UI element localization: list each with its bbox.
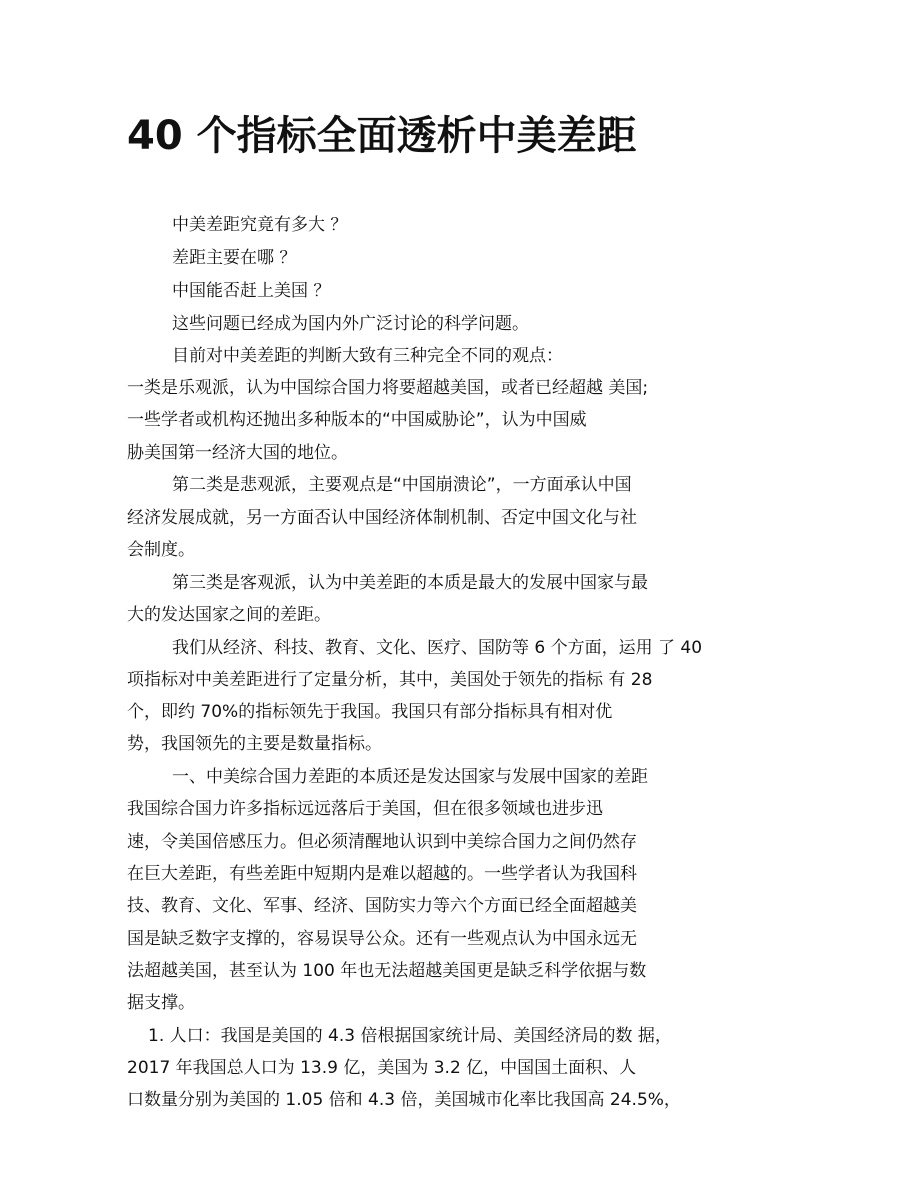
text-line: 第二类是悲观派，主要观点是“中国崩溃论”，一方面承认中国 (172, 475, 632, 495)
text-line: 大的发达国家之间的差距。 (127, 605, 331, 625)
text-line: 技、教育、文化、军事、经济、国防实力等六个方面已经全面超越美 (127, 896, 637, 916)
document-title: 40 个指标全面透析中美差距 (127, 113, 637, 159)
text-line: 个，即约 70%的指标领先于我国。我国只有部分指标具有相对优 (127, 702, 613, 722)
text-line: 一、中美综合国力差距的本质还是发达国家与发展中国家的差距 (172, 767, 648, 787)
text-line: 经济发展成就，另一方面否认中国经济体制机制、否定中国文化与社 (127, 508, 637, 528)
text-line: 势，我国领先的主要是数量指标。 (127, 734, 382, 754)
text-line: 口数量分别为美国的 1.05 倍和 4.3 倍，美国城市化率比我国高 24.5%， (127, 1090, 681, 1110)
text-line: 项指标对中美差距进行了定量分析，其中，美国处于领先的指标 有 28 (127, 670, 653, 690)
text-line: 国是缺乏数字支撑的，容易误导公众。还有一些观点认为中国永远无 (127, 929, 637, 949)
text-line: 我国综合国力许多指标远远落后于美国，但在很多领域也进步迅 (127, 799, 603, 819)
text-line: 在巨大差距，有些差距中短期内是难以超越的。一些学者认为我国科 (127, 864, 637, 884)
text-line: 据支撑。 (127, 993, 195, 1013)
text-line: 1. 人口：我国是美国的 4.3 倍根据国家统计局、美国经济局的数 据， (148, 1026, 672, 1046)
text-line: 2017 年我国总人口为 13.9 亿，美国为 3.2 亿，中国国土面积、人 (127, 1058, 637, 1078)
text-line: 会制度。 (127, 540, 195, 560)
text-line: 第三类是客观派，认为中美差距的本质是最大的发展中国家与最 (172, 573, 648, 593)
text-line: 这些问题已经成为国内外广泛讨论的科学问题。 (172, 314, 529, 334)
text-line: 中国能否赶上美国 ？ (172, 281, 331, 301)
text-line: 一些学者或机构还抛出多种版本的“中国威胁论”，认为中国威 (127, 410, 587, 430)
text-line: 差距主要在哪 ？ (172, 248, 297, 268)
text-line: 中美差距究竟有多大 ？ (172, 215, 348, 235)
text-line: 一类是乐观派，认为中国综合国力将要超越美国，或者已经超越 美国; (127, 378, 649, 398)
text-line: 目前对中美差距的判断大致有三种完全不同的观点： (172, 346, 563, 366)
text-line: 法超越美国，甚至认为 100 年也无法超越美国更是缺乏科学依据与数 (127, 961, 647, 981)
text-line: 速，令美国倍感压力。但必须清醒地认识到中美综合国力之间仍然存 (127, 832, 637, 852)
text-line: 我们从经济、科技、教育、文化、医疗、国防等 6 个方面，运用 了 40 (172, 638, 703, 658)
text-line: 胁美国第一经济大国的地位。 (127, 443, 348, 463)
